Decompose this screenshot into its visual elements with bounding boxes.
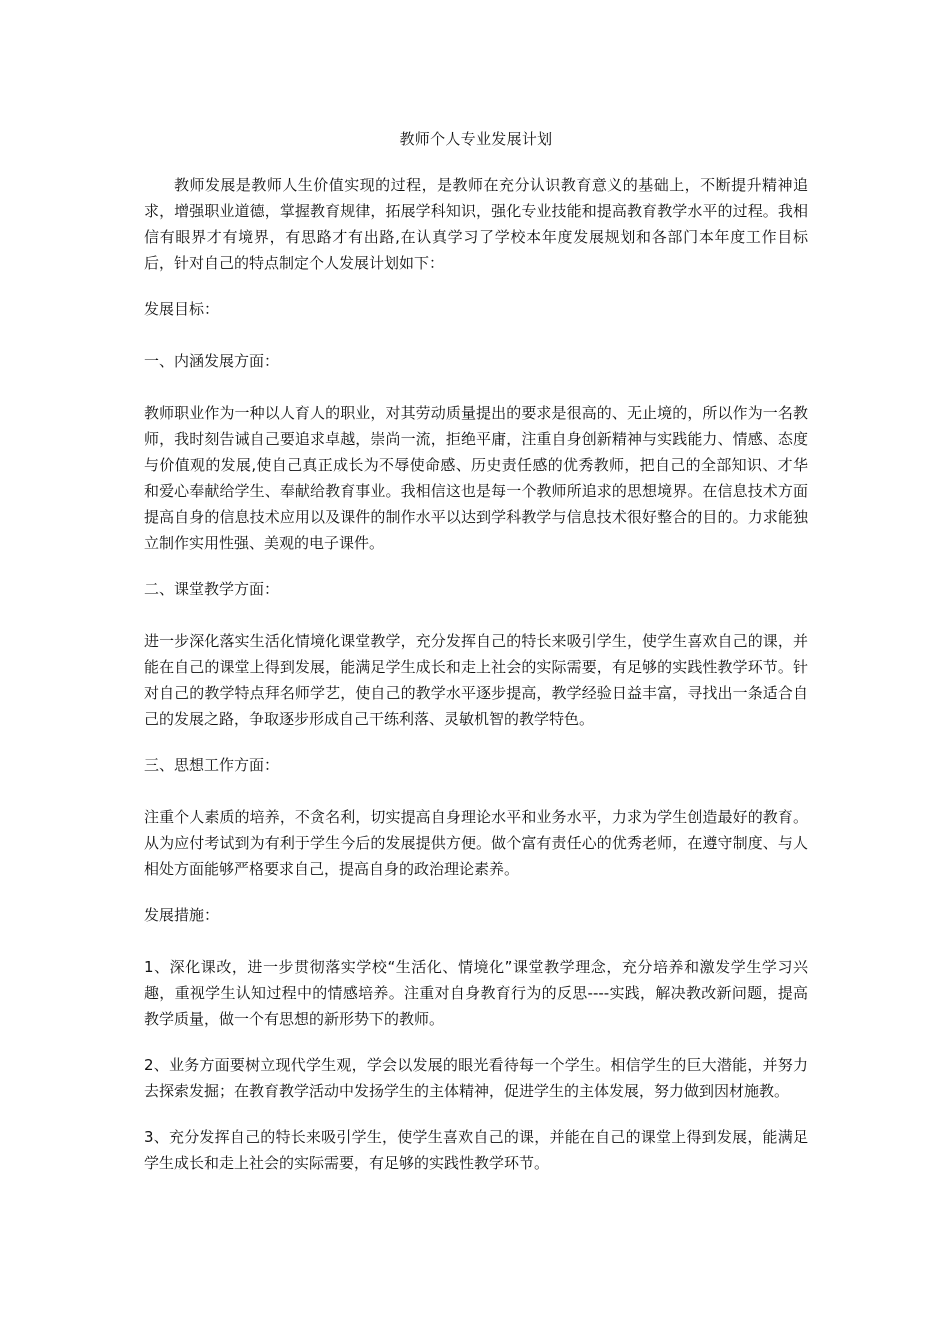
measures-heading: 发展措施： [144, 906, 220, 924]
measure-item-2: 2、业务方面要树立现代学生观，学会以发展的眼光看待每一个学生。相信学生的巨大潜能，并努力去探索发掘；在教育教学活动中发扬学生的主体精神，促进学生的主体发展，努力做到因材施教。 [144, 1056, 808, 1100]
goals-heading: 发展目标： [144, 300, 220, 318]
section3-paragraph: 注重个人素质的培养，不贪名利，切实提高自身理论水平和业务水平，力求为学生创造最好的教育。从为应付考试到为有利于学生今后的发展提供方便。做个富有责任心的优秀老师，在遵守制度、与人相处方面能够严格要求自己，提高自身的政治理论素养。 [144, 808, 808, 878]
section1-heading: 一、内涵发展方面： [144, 352, 280, 370]
measure-item-3: 3、充分发挥自己的特长来吸引学生，使学生喜欢自己的课，并能在自己的课堂上得到发展，能满足学生成长和走上社会的实际需要，有足够的实践性教学环节。 [144, 1128, 808, 1172]
document-title: 教师个人专业发展计划 [399, 130, 553, 148]
section1-paragraph: 教师职业作为一种以人育人的职业，对其劳动质量提出的要求是很高的、无止境的，所以作为一名教师，我时刻告诫自己要追求卓越，崇尚一流，拒绝平庸，注重自身创新精神与实践能力、情感、态度与价值观的发展,使自己真正成长为不辱使命感、历史责任感的优秀教师，把自己的全部知识、才华和爱心奉献给学生、奉献给教育事业。我相信这也是每一个教师所追求的思想境界。在信息技术方面提高自身的信息技术应用以及课件的制作水平以达到学科教学与信息技术很好整合的目的。力求能独立制作实用性强、美观的电子课件。 [144, 404, 808, 552]
section2-paragraph: 进一步深化落实生活化情境化课堂教学，充分发挥自己的特长来吸引学生，使学生喜欢自己的课，并能在自己的课堂上得到发展，能满足学生成长和走上社会的实际需要，有足够的实践性教学环节。针对自己的教学特点拜名师学艺，使自己的教学水平逐步提高，教学经验日益丰富，寻找出一条适合自己的发展之路，争取逐步形成自己干练利落、灵敏机智的教学特色。 [144, 632, 808, 728]
document-body [144, 126, 808, 1196]
section3-heading: 三、思想工作方面： [144, 756, 280, 774]
intro-paragraph: 教师发展是教师人生价值实现的过程，是教师在充分认识教育意义的基础上，不断提升精神追求，增强职业道德，掌握教育规律，拓展学科知识，强化专业技能和提高教育教学水平的过程。我相信有眼界才有境界，有思路才有出路,在认真学习了学校本年度发展规划和各部门本年度工作目标后，针对自己的特点制定个人发展计划如下： [144, 176, 808, 272]
section2-heading: 二、课堂教学方面： [144, 580, 280, 598]
measure-item-1: 1、深化课改，进一步贯彻落实学校“生活化、情境化”课堂教学理念，充分培养和激发学生学习兴趣，重视学生认知过程中的情感培养。注重对自身教育行为的反思----实践，解决教改新问题，提高教学质量，做一个有思想的新形势下的教师。 [144, 958, 808, 1028]
